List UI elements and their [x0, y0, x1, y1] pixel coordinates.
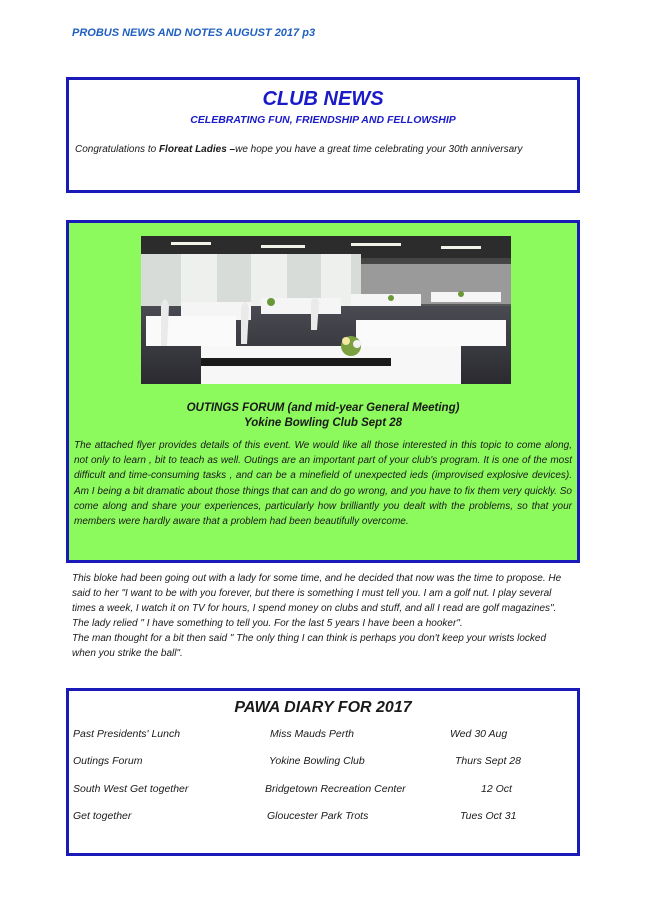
diary-event: Past Presidents' Lunch	[73, 728, 181, 740]
club-news-title: CLUB NEWS	[262, 88, 384, 110]
congrats-post: we hope you have a great time celebrating your 30th anniversary	[235, 144, 523, 155]
club-news-subtitle: CELEBRATING FUN, FRIENDSHIP AND FELLOWSHIP	[190, 114, 456, 126]
pawa-diary-box	[66, 688, 580, 856]
diary-venue: Gloucester Park Trots	[267, 810, 369, 822]
pawa-diary-title: PAWA DIARY FOR 2017	[234, 699, 412, 716]
diary-venue: Yokine Bowling Club	[269, 755, 365, 767]
diary-event: Get together	[73, 810, 132, 822]
bowling-club-function-room-photo	[141, 236, 511, 384]
congratulations-text	[75, 143, 571, 157]
joke-paragraph-1: This bloke had been going out with a lady for some time, and he decided that now was the time to propose. He said to her "I want to be with you forever, but there is something I must tell you. I am a golf nut. I play several times a week, I watch it on TV for hours, I spend money on clubs and stuff, and all I read are golf magazines". The lady relied " I have something to tell you. For the last 5 years I have been a hooker".	[72, 573, 562, 629]
page-header: PROBUS NEWS AND NOTES AUGUST 2017 p3	[72, 27, 316, 39]
outings-forum-body: The attached flyer provides details of this event. We would like all those interested in this topic to come along, not only to learn , bit to teach as well. Outings are an important part of your club's program. It is one of the most difficult and time-consuming tasks , and can be a minefield of unexpected ieds (improvised explosive devices). Am I being a bit dramatic about those things that can and do go wrong, and you have to fix them very quickly. So come along and share your experiences, particularly how brilliantly you dealt with the problems, so that your members were hardly aware that a problem had been beautifully overcome.	[74, 440, 572, 528]
diary-row	[69, 755, 577, 771]
diary-row	[69, 728, 577, 744]
golf-joke	[72, 571, 572, 661]
outings-forum-title: OUTINGS FORUM (and mid-year General Meeting)	[186, 402, 460, 414]
diary-date: Tues Oct 31	[460, 810, 517, 822]
diary-row	[69, 810, 577, 826]
joke-paragraph-2: The man thought for a bit then said " The only thing I can think is perhaps you don't keep your wrists locked when you strike the ball".	[72, 633, 547, 659]
outings-forum-box	[66, 220, 580, 563]
diary-date: Thurs Sept 28	[455, 755, 521, 767]
diary-date: Wed 30 Aug	[450, 728, 508, 740]
congrats-club-name: Floreat Ladies –	[158, 144, 236, 155]
diary-date: 12 Oct	[481, 783, 512, 795]
outings-forum-venue-date: Yokine Bowling Club Sept 28	[243, 417, 403, 429]
outings-forum-heading	[69, 401, 577, 431]
diary-row	[69, 783, 577, 799]
diary-venue: Miss Mauds Perth	[270, 728, 355, 740]
congrats-pre: Congratulations to	[75, 144, 159, 155]
diary-venue: Bridgetown Recreation Center	[265, 783, 406, 795]
club-news-box	[66, 77, 580, 193]
diary-event: Outings Forum	[73, 755, 143, 767]
diary-event: South West Get together	[73, 783, 189, 795]
